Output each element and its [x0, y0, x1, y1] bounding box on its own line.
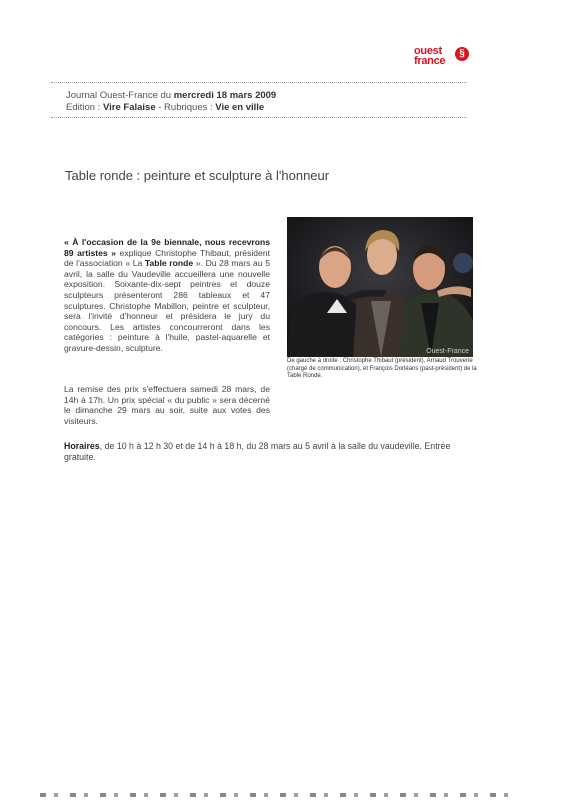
journal-prefix: Journal Ouest-France du [66, 90, 174, 101]
article-p1-part2: ». Du 28 mars au 5 avril, la salle du Vaudeville accueillera une nouvelle exposition. Soixante-dix-sept peintres et douze sculpteurs présenteront 286 tableaux et 47 sculptures. Christophe Mabillon, peintre et sculpteur, sera l'invité d'honneur et présidera le jury du concours. Les artistes concourreront dans les catégories : peinture à l'huile, pastel-aquarelle et gravure-dessin, sculpture. [64, 258, 270, 353]
association-name: Table ronde [144, 258, 194, 269]
group-photo-image [287, 217, 473, 357]
hours-text: , de 10 h à 12 h 30 et de 14 h à 18 h, du 28 mars au 5 avril à la salle du vaudeville. Entrée gratuite. [64, 441, 451, 462]
hours-label: Horaires [64, 441, 100, 451]
article-paragraph-2: La remise des prix s'effectuera samedi 28 mars, de 14h à 17h. Un prix spécial « du public » sera décerné le dimanche 29 mars au soir, suite aux votes des visiteurs. [64, 384, 270, 426]
photo-credit: Ouest-France [426, 348, 469, 355]
logo-mark-icon: § [455, 47, 469, 61]
edition-prefix: Edition : [66, 102, 103, 113]
journal-date: mercredi 18 mars 2009 [173, 90, 277, 101]
article-paragraph-1 [64, 237, 270, 354]
photo-caption: De gauche à droite : Christophe Thibaut (président), Arnaud Trouverie (chargé de communication), et François Dorléans (past-président) de la Table Ronde. [287, 358, 477, 380]
rubriques-prefix: - Rubriques : [155, 102, 216, 113]
logo-line2: france [414, 55, 446, 67]
article-p1-part1: explique Christophe Thibaut, président de l'association « La [64, 247, 270, 269]
opening-hours [64, 441, 474, 463]
article-headline: Table ronde : peinture et sculpture à l'honneur [65, 168, 330, 183]
meta-divider [51, 117, 467, 118]
ouest-france-logo [414, 44, 470, 68]
bottom-scan-artifact [40, 793, 520, 797]
article-photo [287, 217, 473, 357]
edition-line [66, 102, 264, 113]
rubrique-name: Vie en ville [215, 102, 265, 113]
logo-line1: ouest [414, 45, 442, 57]
top-divider [51, 82, 467, 83]
journal-line [66, 90, 276, 101]
edition-name: Vire Falaise [102, 102, 156, 113]
article-lead: « À l'occasion de la 9e biennale, nous recevrons 89 artistes » [64, 237, 270, 258]
